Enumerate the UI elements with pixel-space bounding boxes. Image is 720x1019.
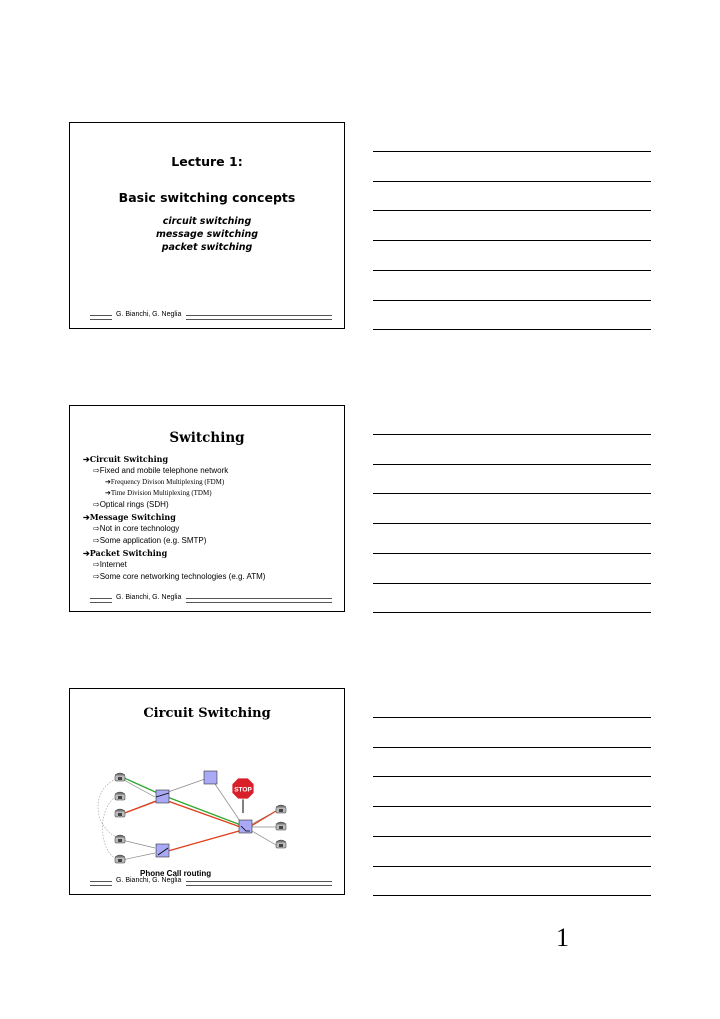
note-line (373, 464, 651, 465)
bullet-item: ➔Message Switching (83, 512, 176, 522)
telephone-icon (115, 835, 125, 843)
note-line (373, 583, 651, 584)
footer-rule-right (186, 315, 332, 320)
hollow-arrow-icon: ⇨ (93, 524, 100, 533)
slide-title: Circuit Switching (143, 706, 271, 721)
note-line (373, 895, 651, 896)
note-line (373, 612, 651, 613)
note-line (373, 836, 651, 837)
hollow-arrow-icon: ⇨ (93, 466, 100, 475)
slide-footer (70, 595, 344, 605)
slide-1 (69, 122, 345, 329)
access-link (122, 840, 155, 848)
bullet-item: ➔Frequency Divison Multiplexing (FDM) (105, 478, 225, 486)
arrow-bullet-icon: ➔ (105, 489, 111, 497)
footer-rule-right (186, 598, 332, 603)
note-line (373, 329, 651, 330)
hollow-arrow-icon: ⇨ (93, 572, 100, 581)
telephone-icon (276, 805, 286, 813)
bullet-item: ⇨Some application (e.g. SMTP) (93, 536, 207, 545)
note-line (373, 553, 651, 554)
bullet-item: ⇨Not in core technology (93, 524, 180, 533)
slide-footer (70, 312, 344, 322)
note-line (373, 747, 651, 748)
note-line (373, 151, 651, 152)
red-call-path (168, 811, 276, 851)
page-number: 1 (556, 923, 569, 952)
slide-title: Lecture 1: (171, 154, 243, 169)
telephone-icon (115, 855, 125, 863)
access-link (252, 831, 276, 845)
bullet-item: ➔Circuit Switching (83, 454, 169, 464)
switch-node (156, 844, 169, 857)
bullet-list (83, 453, 340, 583)
slide-3 (69, 688, 345, 895)
topic-item: circuit switching (162, 216, 252, 227)
network-diagram (70, 689, 344, 894)
footer-rule-left (90, 598, 112, 603)
telephone-icon (276, 840, 286, 848)
footer-rule-left (90, 881, 112, 886)
note-line (373, 717, 651, 718)
diagram-caption: Phone Call routing (140, 869, 212, 878)
telephone-icon (276, 822, 286, 830)
note-line (373, 270, 651, 271)
dotted-link (98, 779, 116, 837)
footer-authors: G. Bianchi, G. Neglia (116, 594, 182, 601)
arrow-bullet-icon: ➔ (83, 454, 90, 464)
telephone-icon (115, 773, 125, 781)
access-link (122, 853, 155, 860)
hollow-arrow-icon: ⇨ (93, 500, 100, 509)
bullet-item: ⇨Internet (93, 560, 127, 569)
telephone-icon (115, 792, 125, 800)
topic-item: packet switching (161, 242, 253, 253)
bullet-item: ➔Packet Switching (83, 548, 168, 558)
note-line (373, 806, 651, 807)
note-line (373, 434, 651, 435)
hollow-arrow-icon: ⇨ (93, 536, 100, 545)
note-line (373, 493, 651, 494)
note-line (373, 776, 651, 777)
switch-node (204, 771, 217, 784)
telephone-icon (115, 809, 125, 817)
arrow-bullet-icon: ➔ (83, 548, 90, 558)
topic-item: message switching (155, 229, 259, 240)
slide-footer (70, 878, 344, 888)
bullet-item: ⇨Fixed and mobile telephone network (93, 466, 229, 475)
bullet-item: ⇨Some core networking technologies (e.g. ATM) (93, 572, 266, 581)
hollow-arrow-icon: ⇨ (93, 560, 100, 569)
note-line (373, 866, 651, 867)
footer-rule-left (90, 315, 112, 320)
stop-sign-text: STOP (234, 786, 252, 794)
arrow-bullet-icon: ➔ (83, 512, 90, 522)
bullet-item: ⇨Optical rings (SDH) (93, 500, 169, 509)
dotted-link (103, 797, 117, 859)
footer-authors: G. Bianchi, G. Neglia (116, 877, 182, 884)
slide-subtitle: Basic switching concepts (118, 190, 296, 205)
footer-rule-right (186, 881, 332, 886)
arrow-bullet-icon: ➔ (105, 478, 111, 486)
trunk-link (168, 779, 205, 792)
bullet-item: ➔Time Division Multiplexing (TDM) (105, 489, 212, 497)
access-link (122, 779, 155, 797)
footer-authors: G. Bianchi, G. Neglia (116, 311, 182, 318)
note-line (373, 210, 651, 211)
topic-list (70, 215, 344, 254)
note-line (373, 240, 651, 241)
note-line (373, 523, 651, 524)
slide-2 (69, 405, 345, 612)
note-line (373, 300, 651, 301)
slide-title: Switching (169, 430, 245, 446)
note-line (373, 181, 651, 182)
